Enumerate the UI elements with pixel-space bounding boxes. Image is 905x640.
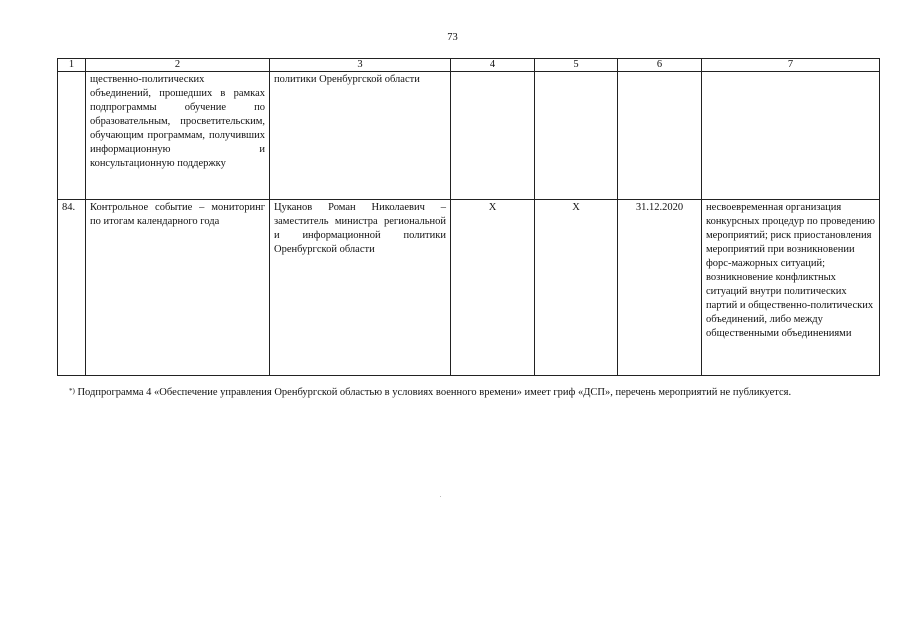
risk-description: несвоевременная организация конкурсных процедур по проведению мероприятий; риск приостановления мероприятий при возникновении форс-мажорных ситуаций; возникновение конфликтных ситуаций внутри политических партий и общественно-политических объединений, либо между общественными объединениями — [702, 200, 880, 376]
column-4-value — [451, 72, 535, 200]
footnote-marker: *) — [69, 387, 75, 395]
table-row — [58, 72, 880, 200]
page-number: 73 — [447, 32, 458, 43]
header-col-2: 2 — [86, 59, 270, 72]
header-col-5: 5 — [535, 59, 618, 72]
risk-description — [702, 72, 880, 200]
header-col-1: 1 — [58, 59, 86, 72]
event-description: щественно-политических объединений, прошедших в рамках подпрограммы обучение по образовательным, просветительским, обучающим программам, получивших информационную и консультационную поддержку — [86, 72, 270, 200]
header-col-3: 3 — [270, 59, 451, 72]
responsible-person: политики Оренбургской области — [270, 72, 451, 200]
column-5-value: Х — [535, 200, 618, 376]
header-col-7: 7 — [702, 59, 880, 72]
event-description: Контрольное событие – мониторинг по итогам календарного года — [86, 200, 270, 376]
responsible-person: Цуканов Роман Николаевич – заместитель министра региональной и информационной политики Оренбургской области — [270, 200, 451, 376]
deadline-date: 31.12.2020 — [618, 200, 702, 376]
footnote-text: Подпрограмма 4 «Обеспечение управления Оренбургской областью в условиях военного времени» имеет гриф «ДСП», перечень мероприятий не публикуется. — [77, 387, 792, 398]
deadline-date — [618, 72, 702, 200]
row-number: 84. — [58, 200, 86, 376]
header-row — [58, 59, 880, 72]
column-4-value: Х — [451, 200, 535, 376]
table-row — [58, 200, 880, 376]
column-5-value — [535, 72, 618, 200]
header-col-6: 6 — [618, 59, 702, 72]
scan-speck — [440, 496, 441, 497]
header-col-4: 4 — [451, 59, 535, 72]
events-table — [57, 58, 880, 376]
row-number — [58, 72, 86, 200]
footnote — [69, 385, 859, 401]
